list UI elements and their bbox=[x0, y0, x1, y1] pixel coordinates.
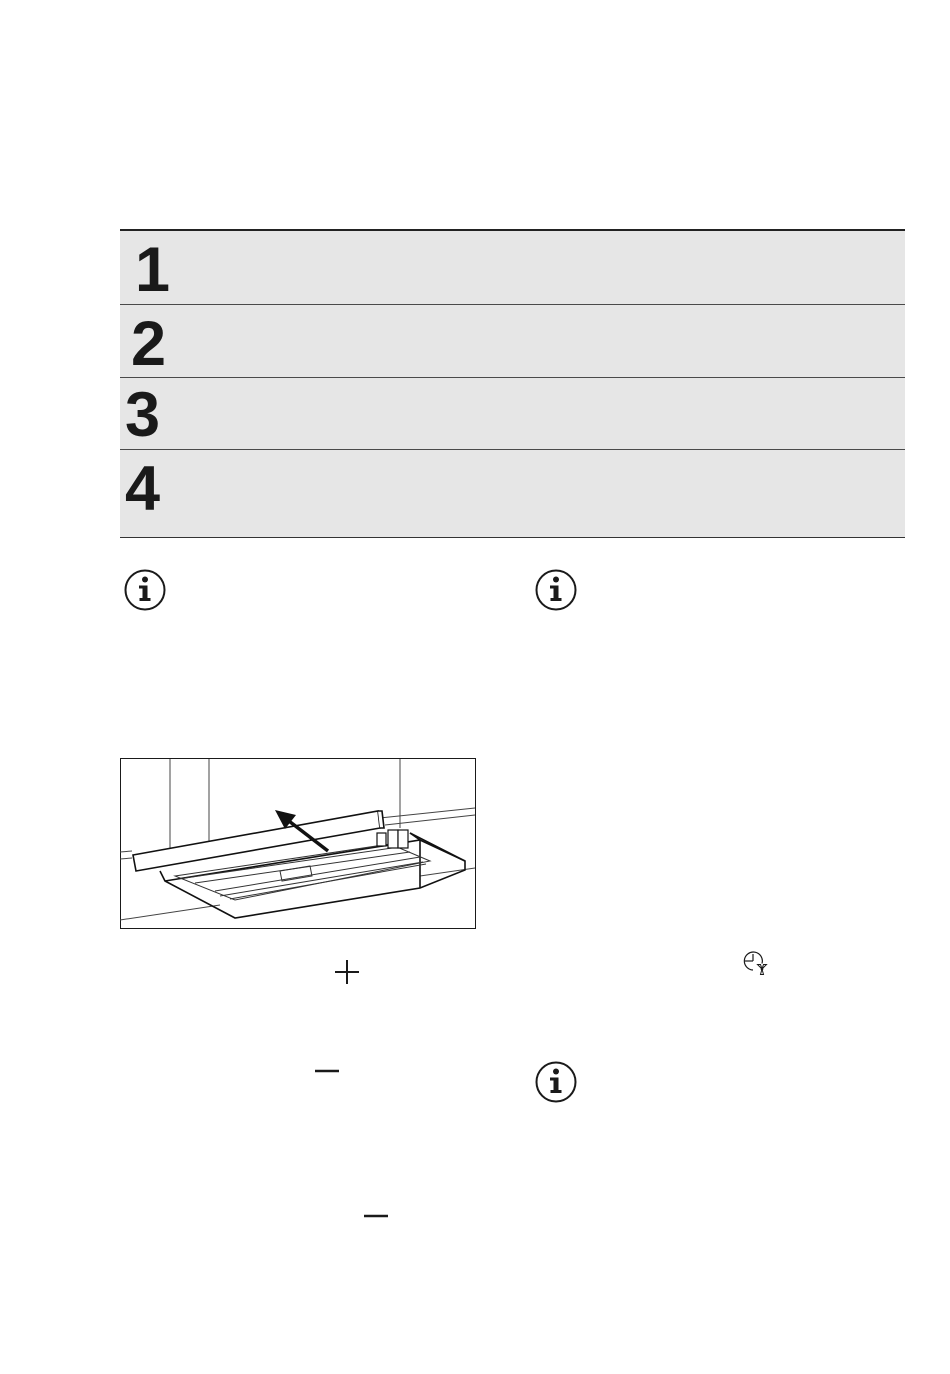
step-row-1 bbox=[120, 231, 905, 305]
info-icon bbox=[534, 1060, 578, 1104]
step-number: 2 bbox=[131, 309, 167, 379]
minus-icon bbox=[313, 1065, 341, 1077]
step-number: 4 bbox=[125, 454, 161, 524]
steps-table bbox=[120, 229, 905, 538]
minus-icon bbox=[362, 1210, 390, 1222]
step-row-4 bbox=[120, 450, 905, 538]
step-row-3 bbox=[120, 378, 905, 450]
info-icon bbox=[534, 568, 578, 612]
plus-icon bbox=[333, 958, 361, 986]
step-row-2 bbox=[120, 305, 905, 378]
timer-fan-icon bbox=[743, 950, 771, 978]
step-number: 3 bbox=[125, 380, 161, 450]
step-number: 1 bbox=[135, 235, 171, 305]
info-icon bbox=[123, 568, 167, 612]
hood-illustration bbox=[120, 758, 476, 930]
